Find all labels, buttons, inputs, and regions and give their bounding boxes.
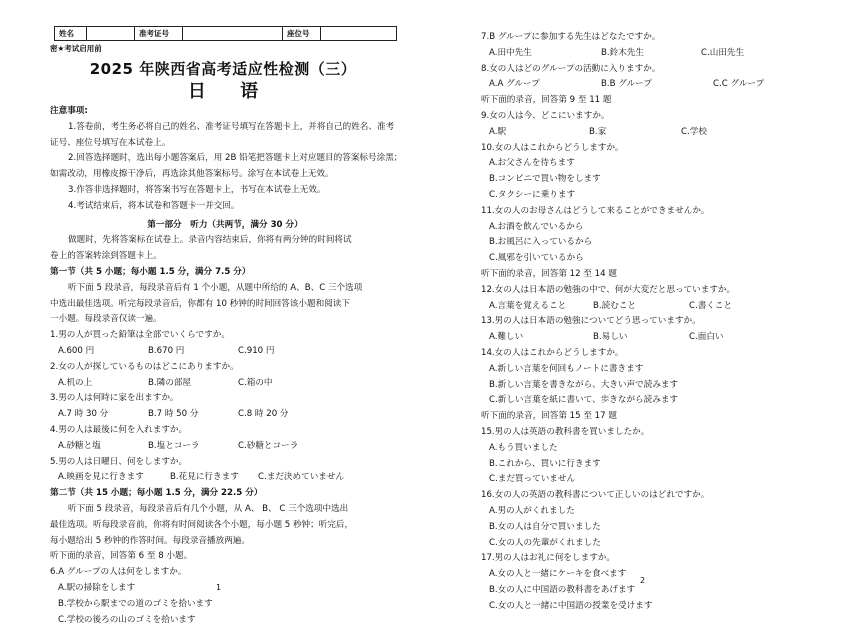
- option-a: A.A グループ: [481, 77, 593, 93]
- seat-number-label: 座位号: [283, 27, 321, 41]
- option-c: C.まだ買っていません: [481, 472, 831, 488]
- exam-title: 2025 年陕西省高考适应性检测（三）: [48, 60, 398, 78]
- part1-intro: 卷上的答案转涂到答题卡上。: [50, 249, 400, 265]
- exam-number-field: [183, 27, 283, 41]
- option-a: A.600 円: [50, 344, 140, 360]
- section1-instructions: 一小题。每段录音仅读一遍。: [50, 312, 400, 328]
- secret-label: 密★考试启用前: [50, 44, 102, 53]
- question-15: [481, 425, 831, 488]
- question-8: [481, 62, 831, 94]
- option-b: B.女の人は自分で買いました: [481, 520, 831, 536]
- notes-line: 4.考试结束后，将本试卷和答题卡一并交回。: [50, 199, 400, 215]
- question-text: 9.女の人は今、どこにいますか。: [481, 109, 831, 125]
- question-text: 10.女の人はこれからどうしますか。: [481, 141, 831, 157]
- option-a: A.駅: [481, 125, 581, 141]
- notes-heading: 注意事项:: [50, 104, 400, 120]
- option-b: B.B グループ: [593, 77, 705, 93]
- option-c: C.910 円: [230, 344, 320, 360]
- question-1: [50, 328, 400, 360]
- question-options: [50, 407, 400, 423]
- section2-heading: 第二节（共 15 小题；每小题 1.5 分，满分 22.5 分）: [50, 486, 400, 502]
- left-page: [50, 104, 400, 628]
- name-label: 姓名: [55, 27, 87, 41]
- question-16: [481, 488, 831, 551]
- option-a: A.机の上: [50, 376, 140, 392]
- option-c: C.8 時 20 分: [230, 407, 320, 423]
- question-4: [50, 423, 400, 455]
- option-a: A.もう買いました: [481, 441, 831, 457]
- option-b: B.お風呂に入っているから: [481, 235, 831, 251]
- question-options: [50, 470, 400, 486]
- seat-number-field: [321, 27, 397, 41]
- option-c: C.タクシーに乗ります: [481, 188, 831, 204]
- section1-instructions: 听下面 5 段录音，每段录音后有 1 个小题，从题中所给的 A、B、C 三个选项: [50, 281, 400, 297]
- question-14: [481, 346, 831, 409]
- option-a: A.女の人と一緒にケーキを食べます: [481, 567, 831, 583]
- question-7: [481, 30, 831, 62]
- listening-instruction: 听下面的录音，回答第 6 至 8 小题。: [50, 549, 400, 565]
- option-c: C.新しい言葉を紙に書いて、歩きながら読みます: [481, 393, 831, 409]
- question-options: [481, 299, 831, 315]
- notes-line: 2.回答选择题时，选出每小题答案后，用 2B 铅笔把答题卡上对应题目的答案标号涂黑；: [50, 151, 400, 167]
- question-text: 8.女の人はどのグループの活動に入りますか。: [481, 62, 831, 78]
- question-6: [50, 565, 400, 628]
- option-b: B.花見に行きます: [162, 470, 250, 486]
- name-field: [87, 27, 135, 41]
- option-b: B.7 時 50 分: [140, 407, 230, 423]
- option-c: C.学校の後ろの山のゴミを拾います: [50, 613, 400, 628]
- option-c: C.女の人の先輩がくれました: [481, 536, 831, 552]
- option-b: B.670 円: [140, 344, 230, 360]
- listening-instruction: 听下面的录音，回答第 15 至 17 题: [481, 409, 831, 425]
- question-options: [481, 330, 831, 346]
- question-17: [481, 551, 831, 614]
- option-a: A.砂糖と塩: [50, 439, 140, 455]
- question-options: [481, 46, 831, 62]
- question-text: 11.女の人のお母さんはどうして来ることができませんか。: [481, 204, 831, 220]
- option-c: C.箱の中: [230, 376, 320, 392]
- question-3: [50, 391, 400, 423]
- question-text: 17.男の人はお礼に何をしますか。: [481, 551, 831, 567]
- option-b: B.女の人に中国語の教科書をあげます: [481, 583, 831, 599]
- option-a: A.言葉を覚えること: [481, 299, 585, 315]
- question-9: [481, 109, 831, 141]
- option-c: C.まだ決めていません: [250, 470, 340, 486]
- option-c: C.面白い: [681, 330, 771, 346]
- option-b: B.これから、買いに行きます: [481, 457, 831, 473]
- option-a: A.7 時 30 分: [50, 407, 140, 423]
- option-b: B.家: [581, 125, 673, 141]
- section2-instructions: 最佳选项。听每段录音前，你将有时间阅读各个小题，每小题 5 秒钟；听完后，: [50, 518, 400, 534]
- question-11: [481, 204, 831, 267]
- option-a: A.お父さんを待ちます: [481, 156, 831, 172]
- option-b: B.鈴木先生: [593, 46, 693, 62]
- section2-instructions: 听下面 5 段录音，每段录音后有几个小题，从 A、 B、 C 三个选项中选出: [50, 502, 400, 518]
- option-c: C.砂糖とコーラ: [230, 439, 320, 455]
- option-b: B.読むこと: [585, 299, 681, 315]
- section1-heading: 第一节（共 5 小题；每小题 1.5 分，满分 7.5 分）: [50, 265, 400, 281]
- exam-number-label: 准考证号: [135, 27, 183, 41]
- question-13: [481, 314, 831, 346]
- option-a: A.映画を見に行きます: [50, 470, 162, 486]
- option-c: C.女の人と一緒に中国語の授業を受けます: [481, 599, 831, 615]
- option-a: A.田中先生: [481, 46, 593, 62]
- question-text: 1.男の人が買った鉛筆は全部でいくらですか。: [50, 328, 400, 344]
- option-a: A.お酒を飲んでいるから: [481, 220, 831, 236]
- notes-line: 证号、座位号填写在本试卷上。: [50, 136, 400, 152]
- subject-title: 日 语: [48, 81, 398, 103]
- question-text: 5.男の人は日曜日、何をしますか。: [50, 455, 400, 471]
- question-text: 4.男の人は最後に何を入れますか。: [50, 423, 400, 439]
- question-text: 15.男の人は英語の教科書を買いましたか。: [481, 425, 831, 441]
- question-text: 16.女の人の英語の教科書について正しいのはどれですか。: [481, 488, 831, 504]
- option-a: A.駅の掃除をします: [50, 581, 400, 597]
- section1-instructions: 中选出最佳选项。听完每段录音后，你都有 10 秒钟的时间回答该小题和阅读下: [50, 297, 400, 313]
- question-5: [50, 455, 400, 487]
- option-b: B.新しい言葉を書きながら、大きい声で読みます: [481, 378, 831, 394]
- option-c: C.学校: [673, 125, 763, 141]
- listening-instruction: 听下面的录音，回答第 9 至 11 题: [481, 93, 831, 109]
- question-text: 14.女の人はこれからどうしますか。: [481, 346, 831, 362]
- option-b: B.学校から駅までの道のゴミを拾います: [50, 597, 400, 613]
- listening-instruction: 听下面的录音，回答第 12 至 14 题: [481, 267, 831, 283]
- option-b: B.コンビニで買い物をします: [481, 172, 831, 188]
- right-page: [481, 30, 831, 614]
- page-number: 1: [216, 583, 221, 593]
- question-12: [481, 283, 831, 315]
- question-options: [481, 77, 831, 93]
- question-text: 2.女の人が探しているものはどこにありますか。: [50, 360, 400, 376]
- question-options: [481, 125, 831, 141]
- question-options: [50, 344, 400, 360]
- question-2: [50, 360, 400, 392]
- option-a: A.新しい言葉を何回もノートに書きます: [481, 362, 831, 378]
- option-a: A.男の人がくれました: [481, 504, 831, 520]
- option-c: C.C グループ: [705, 77, 795, 93]
- option-c: C.書くこと: [681, 299, 771, 315]
- question-text: 13.男の人は日本語の勉強についてどう思っていますか。: [481, 314, 831, 330]
- notes-line: 如需改动，用橡皮擦干净后，再选涂其他答案标号。涂写在本试卷上无效。: [50, 167, 400, 183]
- section2-instructions: 每小题给出 5 秒钟的作答时间。每段录音播放两遍。: [50, 534, 400, 550]
- question-text: 6.A グループの人は何をしますか。: [50, 565, 400, 581]
- option-a: A.難しい: [481, 330, 585, 346]
- question-options: [50, 439, 400, 455]
- question-text: 7.B グループに参加する先生はどなたですか。: [481, 30, 831, 46]
- notes-line: 1.答卷前，考生务必将自己的姓名、准考证号填写在答题卡上，并将自己的姓名、准考: [50, 120, 400, 136]
- question-options: [50, 376, 400, 392]
- candidate-info-table: [54, 26, 397, 41]
- part1-heading: 第一部分 听力（共两节，满分 30 分）: [50, 218, 400, 234]
- question-text: 3.男の人は何時に家を出ますか。: [50, 391, 400, 407]
- option-c: C.風邪を引いているから: [481, 251, 831, 267]
- option-b: B.隣の部屋: [140, 376, 230, 392]
- page-number: 2: [640, 576, 645, 586]
- question-10: [481, 141, 831, 204]
- notes-line: 3.作答非选择题时，将答案书写在答题卡上，书写在本试卷上无效。: [50, 183, 400, 199]
- option-b: B.塩とコーラ: [140, 439, 230, 455]
- option-b: B.易しい: [585, 330, 681, 346]
- question-text: 12.女の人は日本語の勉強の中で、何が大変だと思っていますか。: [481, 283, 831, 299]
- option-c: C.山田先生: [693, 46, 785, 62]
- part1-intro: 做题时，先将答案标在试卷上。录音内容结束后，你将有两分钟的时间将试: [50, 233, 400, 249]
